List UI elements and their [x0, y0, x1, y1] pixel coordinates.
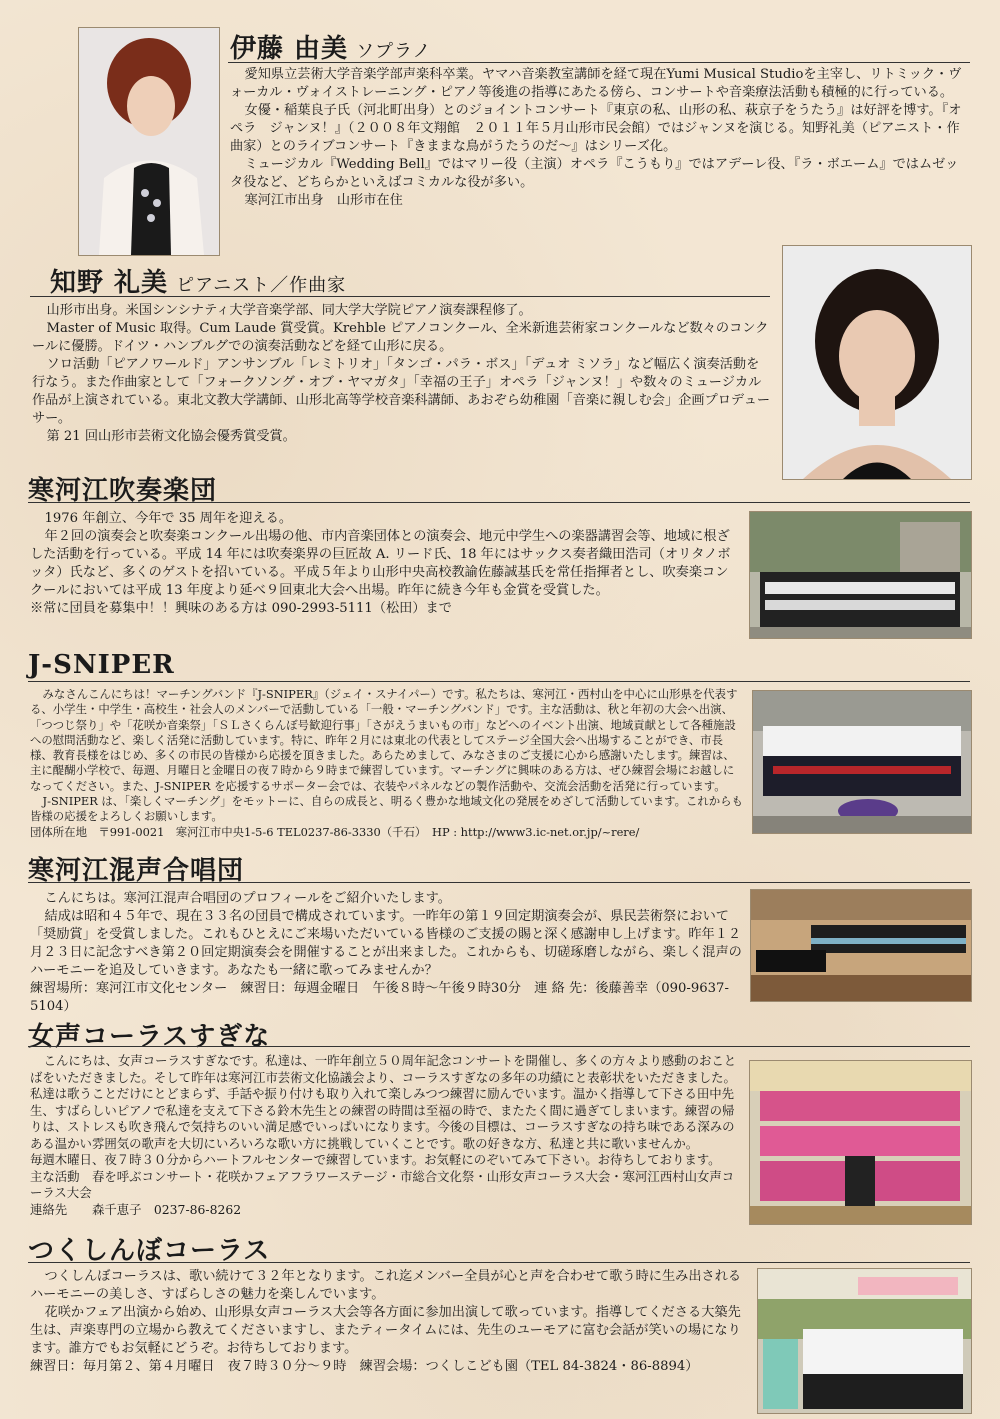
- sugina-body: [30, 1053, 745, 1218]
- ito-name: 伊藤 由美: [230, 34, 349, 64]
- sugina-title: 女声コーラスすぎな: [28, 1022, 271, 1052]
- sniper-title: J-SNIPER: [28, 650, 175, 680]
- tsukushi-paragraph: 花咲かフェア出演から始め、山形県女声コーラス大会等各方面に参加出演して歌っています。指導してくださる大築先生は、声楽専門の立場から教えてくださいますし、またティータイムには、先生のユーモアに富む会話が笑いの場になります。誰方でもお気軽にどうぞ。お待ちしております。: [30, 1305, 741, 1356]
- ito-rule: [228, 62, 970, 63]
- ito-paragraph: 愛知県立芸術大学音楽学部声楽科卒業。ヤマハ音楽教室講師を経て現在Yumi Musical Studioを主宰し、リトミック・ヴォーカル・ヴォイストレーニング・ピアノ等後進の指導にあたる傍ら、コンサートや音楽療法活動も積極的に行っている。: [230, 67, 962, 100]
- mixed-choir-photo: [750, 889, 972, 1002]
- sniper-rule: [28, 681, 970, 682]
- ito-paragraph: 寒河江市出身 山形市在住: [244, 193, 403, 208]
- ito-bio: [230, 66, 968, 210]
- sugina-rule: [28, 1046, 970, 1047]
- chino-bio: [32, 302, 772, 446]
- band-rule: [28, 502, 970, 503]
- sugina-activities-line: 主な活動 春を呼ぶコンサート・花咲かフェアフラワーステージ・市総合文化祭・山形女声コーラス大会・寒河江西村山女声コーラス大会: [30, 1168, 735, 1200]
- mixed-paragraph: こんにちは。寒河江混声合唱団のプロフィールをご紹介いたします。: [44, 891, 451, 906]
- tsukushi-paragraph: つくしんぼコーラスは、歌い続けて３２年となります。これ迄メンバー全員が心と声を合わせて歌う時に生み出されるハーモニーの美しさ、すばらしさの魅力を楽しんでいます。: [30, 1269, 742, 1302]
- chino-paragraph: Master of Music 取得。Cum Laude 賞受賞。Krehble ピアノコンクール、全米新進芸術家コンクールなど数々のコンクールに優勝。ドイツ・ハンブルグでの演奏活動などを経て山形に戻る。: [32, 321, 769, 354]
- band-group-photo: [749, 511, 972, 639]
- chino-heading: [50, 262, 346, 299]
- sugina-paragraph: こんにちは、女声コーラスすぎなです。私達は、一昨年創立５０周年記念コンサートを開催し、多くの方々より感動のおことばをいただきました。そして昨年は寒河江市芸術文化協議会より、コーラスすぎなの多年の功績にと表彰状をいただきました。私達は歌うことだけにとどまらず、手話や振り付けも取り入れて楽しみつつ練習に励んでいます。温かく指導して下さる田中先生、すばらしいピアノで私達を支えて下さる鈴木先生との練習の時間は至福の時で、またたく間に過ぎてしまいます。練習の帰りは、ストレスも吹き飛んで気持ちのいい満足感でいっぱいになります。今後の目標は、コーラスすぎなの持ち味である深みのある温かい雰囲気の歌声を大切にいろいろな歌い方に挑戦していくことです。歌の好きな方、私達と共に歌いませんか。: [30, 1053, 737, 1151]
- ito-heading: [230, 28, 432, 65]
- chino-name: 知野 礼美: [50, 268, 169, 298]
- band-paragraph: 1976 年創立、今年で 35 周年を迎える。: [44, 511, 293, 526]
- sniper-paragraph: みなさんこんにちは！マーチングバンド『J-SNIPER』（ジェイ・スナイパー）です。私たちは、寒河江・西村山を中心に山形県を代表する、小学生・中学生・高校生・社会人のメンバーで活動している「一般・マーチングバンド」です。主な活動は、秋と年初の大会へ出演、「つつじ祭り」や「花咲か音楽祭」「ＳＬさくらんぼ号歓迎行事」「さがえうまいもの市」などへのイベント出演、地域貢献として各種施設への慰問活動など、楽しく活発に活動しています。特に、昨年２月には東北の代表としてステージ全国大会へ出場することができ、市長様、教育長様をはじめ、多くの市民の皆様から応援を頂きました。あらためまして、みなさまのご支援に心から感謝いたします。練習は、主に醍醐小学校で、毎週、月曜日と金曜日の夜７時から９時まで練習しています。マーチングに興味のある方は、ぜひ練習会場にお越しになってください。また、J-SNIPER を応援するサポーター会では、衣装やパネルなどの製作活動や、交流会活動を活発に行っています。: [30, 687, 738, 793]
- band-paragraph: 年２回の演奏会と吹奏楽コンクール出場の他、市内音楽団体との演奏会、地元中学生への楽器講習会等、地域に根ざした活動を行っている。平成 14 年には吹奏楽界の巨匠故 A. リード氏、18 年にはサックス奏者織田浩司（オリタノボッタ）氏など、多くのゲストを招いている。平成５年より山形中央高校教諭佐藤誠基氏を常任指揮者とし、吹奏楽コンクールにおいては平成 13 年度より延べ９回東北大会へ出場。昨年に続き今年も金賞を受賞した。: [30, 529, 731, 598]
- mixed-body: [30, 890, 745, 1016]
- ito-portrait-photo: [78, 27, 220, 256]
- ito-paragraph: ミュージカル『Wedding Bell』ではマリー役（主演）オペラ『こうもり』ではアデーレ役、『ラ・ボエーム』ではムゼッタ役など、どちらかといえばコミカルな役が多い。: [230, 157, 959, 190]
- sniper-group-photo: [752, 690, 972, 834]
- sniper-body: [30, 687, 745, 840]
- chino-rule: [30, 296, 770, 297]
- sniper-address: 団体所在地 〒991-0021 寒河江市中央1-5-6 TEL0237-86-3330（千石） HP : http://www3.ic-net.or.jp/~rere/: [30, 824, 640, 839]
- mixed-rule: [28, 882, 970, 883]
- tsukushi-choir-photo: [757, 1268, 972, 1414]
- mixed-practice-info: 練習場所：寒河江市文化センター 練習日：毎週金曜日 午後８時〜午後９時30分 連 絡 先：後藤善幸（090-9637-5104）: [30, 981, 729, 1014]
- sugina-contact-line: 連絡先 森千恵子 0237-86-8262: [30, 1201, 242, 1217]
- mixed-paragraph: 結成は昭和４５年で、現在３３名の団員で構成されています。一昨年の第１９回定期演奏会が、県民芸術祭において「奨励賞」を受賞しました。これもひとえにご来場いただいている皆様のご支援の賜と深く感謝申し上げます。昨年１２月２３日に記念すべき第２０回定期演奏会を開催することが出来ました。これからも、切磋琢磨しながら、楽しく混声のハーモニーを追及していきます。あなたも一緒に歌ってみませんか？: [30, 909, 742, 978]
- chino-paragraph: 第 21 回山形市芸術文化協会優秀賞受賞。: [46, 429, 296, 444]
- tsukushi-rule: [28, 1262, 970, 1263]
- band-title: 寒河江吹奏楽団: [28, 476, 218, 506]
- chino-role: ピアニスト／作曲家: [176, 275, 347, 296]
- sniper-paragraph: J-SNIPER は、「楽しくマーチング」をモットーに、自らの成長と、明るく豊かな地域文化の発展をめざして活動しています。これからも皆様の応援をよろしくお願いします。: [30, 794, 743, 824]
- band-body: [30, 510, 740, 618]
- tsukushi-practice-info: 練習日：毎月第２、第４月曜日 夜７時３０分～９時 練習会場：つくしこども園（TEL 84-3824・86-8894）: [30, 1359, 699, 1374]
- chino-paragraph: ソロ活動「ピアノワールド」アンサンブル「レミトリオ」「タンゴ・パラ・ボス」「デュオ ミソラ」など幅広く演奏活動を行なう。また作曲家として「フォークソング・オブ・ヤマガタ」「幸福の王子」オペラ「ジャンヌ！」や数々のミュージカル作品が上演されている。東北文教大学講師、山形北高等学校音楽科講師、あおぞら幼稚園「音楽に親しむ会」企画プロデューサー。: [32, 357, 771, 426]
- chino-portrait-photo: [782, 245, 972, 480]
- chino-paragraph: 山形市出身。米国シンシナティ大学音楽学部、同大学大学院ピアノ演奏課程修了。: [46, 303, 532, 318]
- mixed-title: 寒河江混声合唱団: [28, 856, 245, 886]
- tsukushi-title: つくしんぼコーラス: [28, 1236, 271, 1266]
- band-recruit-note: ※常に団員を募集中！！興味のある方は 090-2993-5111（松田）まで: [30, 601, 452, 616]
- ito-role: ソプラノ: [356, 41, 432, 62]
- sugina-choir-photo: [749, 1060, 972, 1225]
- sugina-practice-line: 毎週木曜日、夜７時３０分からハートフルセンターで練習しています。お気軽にのぞいてみて下さい。お待ちしております。: [30, 1152, 721, 1167]
- ito-paragraph: 女優・稲葉良子氏（河北町出身）とのジョイントコンサート『東京の私、山形の私、萩京子をうたう』は好評を博す。『オペラ ジャンヌ！』（２００８年文翔館 ２０１１年５月山形市民会館）ではジャンヌを演じる。知野礼美（ピアニスト・作曲家）とのライブコンサート『きままな鳥がうたうのだ～』はシリーズ化。: [230, 103, 962, 154]
- tsukushi-body: [30, 1268, 748, 1376]
